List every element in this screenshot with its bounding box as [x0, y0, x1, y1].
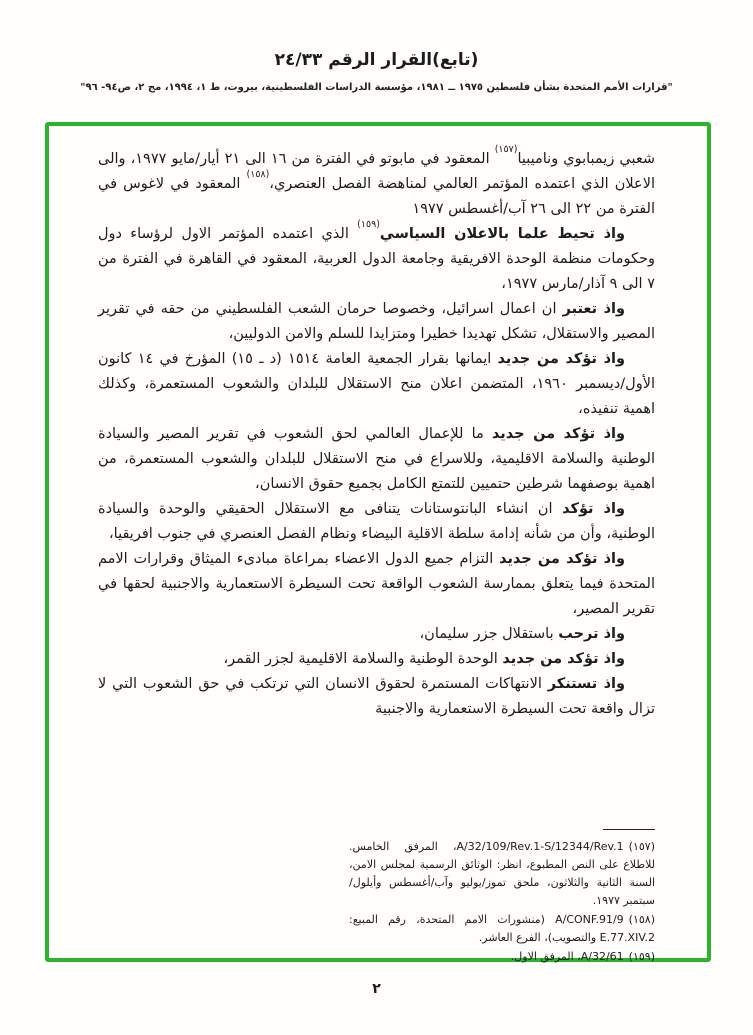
paragraph-lead: واذ تؤكد من جديد — [497, 351, 625, 367]
paragraph-text: الانتهاكات المستمرة لحقوق الانسان التي ترتكب في حق الشعوب التي لا تزال واقعة تحت السيطرة الاستعمارية والاجنبية — [98, 676, 655, 717]
footnote-159 — [349, 948, 655, 966]
footnote-158 — [349, 911, 655, 947]
paragraph-lead: واذ تؤكد — [562, 501, 625, 517]
preambular-paragraph — [98, 347, 655, 422]
preambular-paragraph — [98, 647, 655, 672]
preambular-paragraph — [98, 672, 655, 722]
paragraph-lead: واذ تحيط علما بالاعلان السياسي — [379, 226, 625, 242]
preambular-paragraph — [98, 422, 655, 497]
footnotes-block — [349, 838, 655, 967]
paragraph-text: التزام جميع الدول الاعضاء بمراعاة مبادىء الميثاق وقرارات الامم المتحدة فيما يتعلق بممارسة الشعوب الواقعة تحت السيطرة الاستعمارية والاجنبية لحقها في تقرير المصير، — [98, 551, 655, 617]
paragraph-text: شعبي زيمبابوي وناميبيا — [517, 151, 655, 167]
document-header — [0, 50, 753, 93]
paragraph-text: الوحدة الوطنية والسلامة الاقليمية لجزر القمر، — [223, 651, 503, 667]
footnote-157 — [349, 838, 655, 910]
footnote-ref-157: (١٥٧) — [494, 144, 518, 156]
footnote-doc-symbol: A/32/109/Rev.1-S/12344/Rev.1 — [456, 840, 624, 853]
footnote-doc-symbol: A/32/61 — [580, 950, 624, 963]
preambular-paragraph — [98, 497, 655, 547]
footnote-text: ، المرفق الاول. — [510, 950, 581, 963]
resolution-title: (تابع)القرار الرقم ٢٤/٣٣ — [274, 50, 479, 70]
paragraph-lead: واذ تؤكد من جديد — [499, 551, 625, 567]
paragraph-lead: واذ تؤكد من جديد — [502, 651, 625, 667]
paragraph-text: ما للإعمال العالمي لحق الشعوب في تقرير المصير والسيادة الوطنية والسلامة الاقليمية، وللاسراع في منح الاستقلال للبلدان والشعوب المستعمرة، من اهمية بوصفهما شرطين حتميين للتمتع الكامل بجميع حقوق الانسان، — [98, 426, 655, 492]
paragraph-text: الذي اعتمده المؤتمر الاول لرؤساء دول وحكومات منظمة الوحدة الافريقية وجامعة الدول العربية، المعقود في القاهرة في الفترة من ٧ الى ٩ آذار/مارس ١٩٧٧، — [98, 226, 655, 292]
source-citation: "قرارات الأمم المتحدة بشأن فلسطين ١٩٧٥ ــ ١٩٨١، مؤسسة الدراسات الفلسطينية، بيروت، ط ١، ١٩٩٤، مج ٢، ص٩٤- ٩٦" — [80, 82, 673, 93]
footnote-marker: (١٥٩) — [628, 950, 655, 963]
paragraph-lead: واذ تستنكر — [547, 676, 625, 692]
paragraph-text: المعقود في لاغوس في الفترة من ٢٢ الى ٢٦ آب/أغسطس ١٩٧٧ — [98, 176, 655, 217]
preambular-paragraph — [98, 297, 655, 347]
footnote-separator-rule — [603, 829, 655, 830]
footnote-marker: (١٥٨) — [628, 913, 655, 926]
footnote-text: (منشورات الامم المتحدة، رقم المبيع: E.77.XIV.2 والتصويب)، الفرع العاشر. — [349, 913, 655, 944]
paragraph-continuation — [98, 144, 656, 222]
paragraph-text: باستقلال جزر سليمان، — [419, 626, 559, 642]
page-number: ٢ — [372, 981, 381, 997]
paragraph-text: المعقود في مابوتو في الفترة من ١٦ الى ٢١ أيار/مايو ١٩٧٧، والى الاعلان الذي اعتمده المؤتمر العالمي لمناهضة الفصل العنصري، — [98, 151, 656, 192]
preambular-paragraph — [98, 219, 655, 297]
paragraph-lead: واذ تعتبر — [562, 301, 625, 317]
preambular-paragraph — [98, 547, 655, 622]
paragraph-text: ايمانها بقرار الجمعية العامة ١٥١٤ (د ـ ١٥) المؤرخ في ١٤ كانون الأول/ديسمبر ١٩٦٠، المتضمن اعلان منح الاستقلال للبلدان والشعوب المستعمرة، وكذلك اهمية تنفيذه، — [98, 351, 655, 417]
paragraph-text: ان انشاء البانتوستانات يتنافى مع الاستقلال الحقيقي والوحدة والسيادة الوطنية، وأن من شأنه إدامة سلطة الاقلية البيضاء ونظام الفصل العنصري في جنوب افريقيا، — [98, 501, 655, 542]
footnote-ref-159: (١٥٩) — [357, 219, 380, 231]
footnote-doc-symbol: A/CONF.91/9 — [555, 913, 624, 926]
resolution-body — [98, 144, 656, 722]
paragraph-text: ان اعمال اسرائيل، وخصوصا حرمان الشعب الفلسطيني من حقه في تقرير المصير والاستقلال، تشكل تهديدا خطيرا ومتزايدا للسلم والامن الدوليين، — [98, 301, 655, 342]
preambular-paragraph — [98, 622, 655, 647]
footnote-ref-158: (١٥٨) — [246, 169, 270, 181]
footnote-text: ، المرفق الخامس. للاطلاع على النص المطبوع، انظر: الوثائق الرسمية لمجلس الامن، السنة الثانية والثلاثون، ملحق تموز/يوليو وآب/أغسطس وأيلول/سبتمبر ١٩٧٧. — [349, 840, 655, 907]
footnote-marker: (١٥٧) — [628, 840, 655, 853]
paragraph-lead: واذ ترحب — [558, 626, 625, 642]
paragraph-lead: واذ تؤكد من جديد — [491, 426, 626, 442]
